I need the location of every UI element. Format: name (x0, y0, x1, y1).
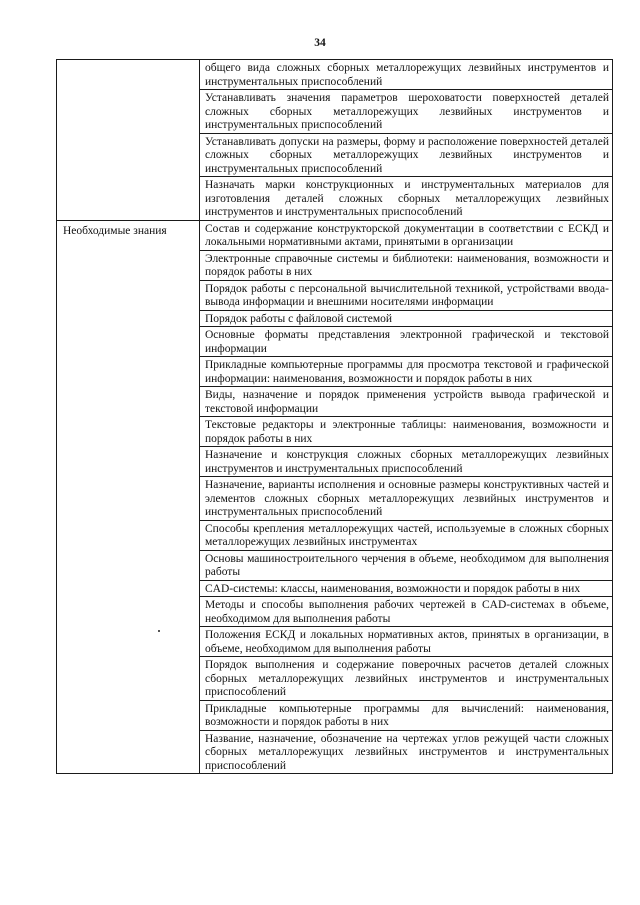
list-item: Способы крепления металлорежущих частей, используемые в сложных сборных металлорежущих лезвийных инструментах (200, 521, 612, 551)
competency-table (56, 59, 613, 774)
page-number: 34 (314, 37, 326, 49)
list-item: Электронные справочные системы и библиотеки: наименования, возможности и порядок работы в них (200, 251, 612, 281)
list-item: общего вида сложных сборных металлорежущих лезвийных инструментов и инструментальных приспособлений (200, 60, 612, 90)
list-item: Состав и содержание конструкторской документации в соответствии с ЕСКД и локальными нормативными актами, принятыми в организации (200, 221, 612, 251)
list-item: Порядок работы с файловой системой (200, 311, 612, 328)
list-item: Устанавливать допуски на размеры, форму и расположение поверхностей деталей сложных сборных металлорежущих лезвийных инструментов и инструментальных приспособлений (200, 134, 612, 178)
section-label: Необходимые знания (57, 220, 200, 774)
table-row-knowledge (57, 220, 613, 774)
list-item: Устанавливать значения параметров шероховатости поверхностей деталей сложных сборных металлорежущих лезвийных инструментов и инструментальных приспособлений (200, 90, 612, 134)
knowledge-cell (200, 220, 613, 774)
list-item: Порядок выполнения и содержание поверочных расчетов деталей сложных сборных металлорежущих лезвийных инструментов и инструментальных приспособлений (200, 657, 612, 701)
table-row-continuation (57, 60, 613, 221)
list-item: Прикладные компьютерные программы для вычислений: наименования, возможности и порядок работы в них (200, 701, 612, 731)
list-item: Виды, назначение и порядок применения устройств вывода графической и текстовой информации (200, 387, 612, 417)
list-item: Название, назначение, обозначение на чертежах углов режущей части сложных сборных металлорежущих лезвийных инструментов и инструментальных приспособлений (205, 732, 609, 772)
list-item: CAD-системы: классы, наименования, возможности и порядок работы в них (200, 581, 612, 598)
empty-label-cell (57, 60, 200, 221)
list-item: Основы машиностроительного черчения в объеме, необходимом для выполнения работы (200, 551, 612, 581)
list-item: Основные форматы представления электронной графической и текстовой информации (200, 327, 612, 357)
list-item: Назначение, варианты исполнения и основные размеры конструктивных частей и элементов сложных сборных металлорежущих лезвийных инструментов и инструментальных приспособлений (200, 477, 612, 521)
list-item: Методы и способы выполнения рабочих чертежей в CAD-системах в объеме, необходимом для выполнения работы (200, 597, 612, 627)
list-item: Назначать марки конструкционных и инструментальных материалов для изготовления деталей сложных сборных металлорежущих лезвийных инструментов и инструментальных приспособлений (205, 179, 609, 218)
list-item: Назначение и конструкция сложных сборных металлорежущих лезвийных инструментов и инструментальных приспособлений (200, 447, 612, 477)
list-item: Положения ЕСКД и локальных нормативных актов, принятых в организации, в объеме, необходимом для выполнения работы (200, 627, 612, 657)
scan-speck (158, 630, 160, 632)
list-item: Порядок работы с персональной вычислительной техникой, устройствами ввода-вывода информации и внешними носителями информации (200, 281, 612, 311)
list-item: Прикладные компьютерные программы для просмотра текстовой и графической информации: наименования, возможности и порядок работы в них (200, 357, 612, 387)
continuation-cell (200, 60, 613, 221)
list-item: Текстовые редакторы и электронные таблицы: наименования, возможности и порядок работы в них (200, 417, 612, 447)
